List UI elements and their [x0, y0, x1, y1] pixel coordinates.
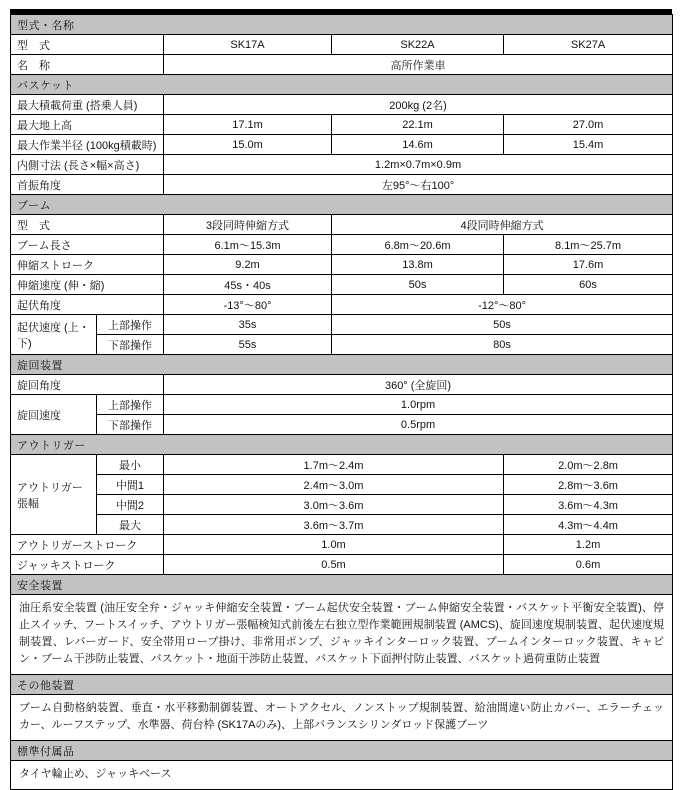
table-row: [11, 555, 673, 575]
cell-swivel-speed-upper: 1.0rpm: [164, 395, 673, 415]
table-row: [11, 275, 673, 295]
cell-spread-mid2-sk27a: 3.6m～4.3m: [504, 495, 673, 515]
table-row: [11, 235, 673, 255]
row-sublabel-mid1: 中間1: [97, 475, 164, 495]
row-sublabel-upper: 上部操作: [97, 315, 164, 335]
cell-max-height-sk17a: 17.1m: [164, 115, 332, 135]
cell-boom-length-sk27a: 8.1m～25.7m: [504, 235, 673, 255]
row-label: ジャッキストローク: [11, 555, 164, 575]
table-row: [11, 515, 673, 535]
cell-spread-mid2-sk17a22a: 3.0m～3.6m: [164, 495, 504, 515]
table-row: [11, 255, 673, 275]
table-row: [11, 195, 673, 215]
table-row: [11, 35, 673, 55]
cell-derricking-speed-lower-sk17a: 55s: [164, 335, 332, 355]
cell-derricking-speed-upper-sk17a: 35s: [164, 315, 332, 335]
table-row: [11, 375, 673, 395]
cell-boom-length-sk22a: 6.8m～20.6m: [332, 235, 504, 255]
row-label: 伸縮速度 (伸・縮): [11, 275, 164, 295]
row-label: 内側寸法 (長さ×幅×高さ): [11, 155, 164, 175]
cell-boom-type-4stage: 4段同時伸縮方式: [332, 215, 673, 235]
cell-boom-type-3stage: 3段同時伸縮方式: [164, 215, 332, 235]
row-label: ブーム長さ: [11, 235, 164, 255]
row-label: 名 称: [11, 55, 164, 75]
table-row: [11, 215, 673, 235]
row-sublabel-lower: 下部操作: [97, 335, 164, 355]
row-label: 型 式: [11, 35, 164, 55]
table-row: [11, 95, 673, 115]
row-label: 最大地上高: [11, 115, 164, 135]
cell-max-height-sk22a: 22.1m: [332, 115, 504, 135]
row-label: アウトリガー張幅: [11, 455, 97, 535]
table-row: [11, 455, 673, 475]
section-header-standard-accessories: 標準付属品: [11, 741, 673, 761]
cell-swing-angle: 左95°～右100°: [164, 175, 673, 195]
section-header-swivel: 旋回装置: [11, 355, 673, 375]
table-row: [11, 595, 673, 675]
cell-spread-min-sk27a: 2.0m～2.8m: [504, 455, 673, 475]
table-row: [11, 155, 673, 175]
table-row: [11, 675, 673, 695]
row-label: 伸縮ストローク: [11, 255, 164, 275]
cell-derricking-angle-sk22a27a: -12°～80°: [332, 295, 673, 315]
row-label: 起伏角度: [11, 295, 164, 315]
cell-spread-mid1-sk17a22a: 2.4m～3.0m: [164, 475, 504, 495]
cell-tel-speed-sk27a: 60s: [504, 275, 673, 295]
row-label: アウトリガーストローク: [11, 535, 164, 555]
table-row: [11, 475, 673, 495]
row-sublabel-mid2: 中間2: [97, 495, 164, 515]
cell-outrigger-stroke-sk17a22a: 1.0m: [164, 535, 504, 555]
table-row: [11, 55, 673, 75]
table-row: [11, 75, 673, 95]
row-label: 旋回速度: [11, 395, 97, 435]
cell-derricking-speed-upper-sk22a27a: 50s: [332, 315, 673, 335]
section-header-other-devices: その他装置: [11, 675, 673, 695]
row-label: 最大作業半径 (100kg積載時): [11, 135, 164, 155]
table-row: [11, 315, 673, 335]
table-row: [11, 695, 673, 741]
section-header-outrigger: アウトリガー: [11, 435, 673, 455]
table-row: [11, 15, 673, 35]
cell-max-radius-sk22a: 14.6m: [332, 135, 504, 155]
cell-spread-mid1-sk27a: 2.8m～3.6m: [504, 475, 673, 495]
row-label: 最大積載荷重 (搭乗人員): [11, 95, 164, 115]
cell-jack-stroke-sk27a: 0.6m: [504, 555, 673, 575]
cell-spread-min-sk17a22a: 1.7m～2.4m: [164, 455, 504, 475]
row-label: 起伏速度 (上・下): [11, 315, 97, 355]
cell-tel-speed-sk22a: 50s: [332, 275, 504, 295]
safety-devices-text: 油圧系安全装置 (油圧安全弁・ジャッキ伸縮安全装置・ブーム起伏安全装置・ブーム伸縮安全装置・バスケット平衡安全装置)、停止スイッチ、フートスイッチ、アウトリガー張幅検知式前後左右独立型作業範囲規制装置 (AMCS)、旋回速度規制装置、起伏速度規制装置、レバーガード、安全帯用ロープ掛け、非常用ポンプ、ジャッキインターロック装置、ブームインターロック装置、キャビン・ブーム干渉防止装置、バスケット・地面干渉防止装置、バスケット下面押付防止装置、バスケット過荷重防止装置: [11, 595, 673, 675]
table-row: [11, 415, 673, 435]
cell-max-radius-sk27a: 15.4m: [504, 135, 673, 155]
row-label: 首振角度: [11, 175, 164, 195]
row-sublabel-lower: 下部操作: [97, 415, 164, 435]
other-devices-text: ブーム自動格納装置、垂直・水平移動制御装置、オートアクセル、ノンストップ規制装置、給油間違い防止カバー、エラーチェッカー、ルーフステップ、水準器、荷台枠 (SK17Aのみ)、上部バランスシリンダロッド保護ブーツ: [11, 695, 673, 741]
cell-model-sk17a: SK17A: [164, 35, 332, 55]
cell-jack-stroke-sk17a22a: 0.5m: [164, 555, 504, 575]
cell-inner-dimensions: 1.2m×0.7m×0.9m: [164, 155, 673, 175]
cell-derricking-speed-lower-sk22a27a: 80s: [332, 335, 673, 355]
cell-swivel-angle: 360° (全旋回): [164, 375, 673, 395]
row-sublabel-max: 最大: [97, 515, 164, 535]
cell-name: 高所作業車: [164, 55, 673, 75]
cell-spread-max-sk17a22a: 3.6m～3.7m: [164, 515, 504, 535]
table-row: [11, 175, 673, 195]
table-row: [11, 435, 673, 455]
table-row: [11, 395, 673, 415]
spec-table: [10, 14, 673, 790]
cell-tel-stroke-sk22a: 13.8m: [332, 255, 504, 275]
table-row: [11, 535, 673, 555]
row-sublabel-upper: 上部操作: [97, 395, 164, 415]
cell-max-radius-sk17a: 15.0m: [164, 135, 332, 155]
standard-accessories-text: タイヤ輪止め、ジャッキベース: [11, 761, 673, 790]
section-header-basket: バスケット: [11, 75, 673, 95]
cell-tel-speed-sk17a: 45s・40s: [164, 275, 332, 295]
table-row: [11, 355, 673, 375]
table-row: [11, 135, 673, 155]
row-sublabel-min: 最小: [97, 455, 164, 475]
cell-boom-length-sk17a: 6.1m～15.3m: [164, 235, 332, 255]
section-header-model-name: 型式・名称: [11, 15, 673, 35]
row-label: 旋回角度: [11, 375, 164, 395]
table-row: [11, 761, 673, 790]
table-row: [11, 495, 673, 515]
table-row: [11, 575, 673, 595]
cell-max-height-sk27a: 27.0m: [504, 115, 673, 135]
cell-tel-stroke-sk27a: 17.6m: [504, 255, 673, 275]
cell-outrigger-stroke-sk27a: 1.2m: [504, 535, 673, 555]
cell-derricking-angle-sk17a: -13°～80°: [164, 295, 332, 315]
cell-spread-max-sk27a: 4.3m～4.4m: [504, 515, 673, 535]
cell-swivel-speed-lower: 0.5rpm: [164, 415, 673, 435]
row-label: 型 式: [11, 215, 164, 235]
table-row: [11, 115, 673, 135]
cell-model-sk27a: SK27A: [504, 35, 673, 55]
cell-max-load: 200kg (2名): [164, 95, 673, 115]
table-row: [11, 335, 673, 355]
section-header-boom: ブーム: [11, 195, 673, 215]
cell-tel-stroke-sk17a: 9.2m: [164, 255, 332, 275]
table-row: [11, 741, 673, 761]
cell-model-sk22a: SK22A: [332, 35, 504, 55]
section-header-safety-devices: 安全装置: [11, 575, 673, 595]
table-row: [11, 295, 673, 315]
